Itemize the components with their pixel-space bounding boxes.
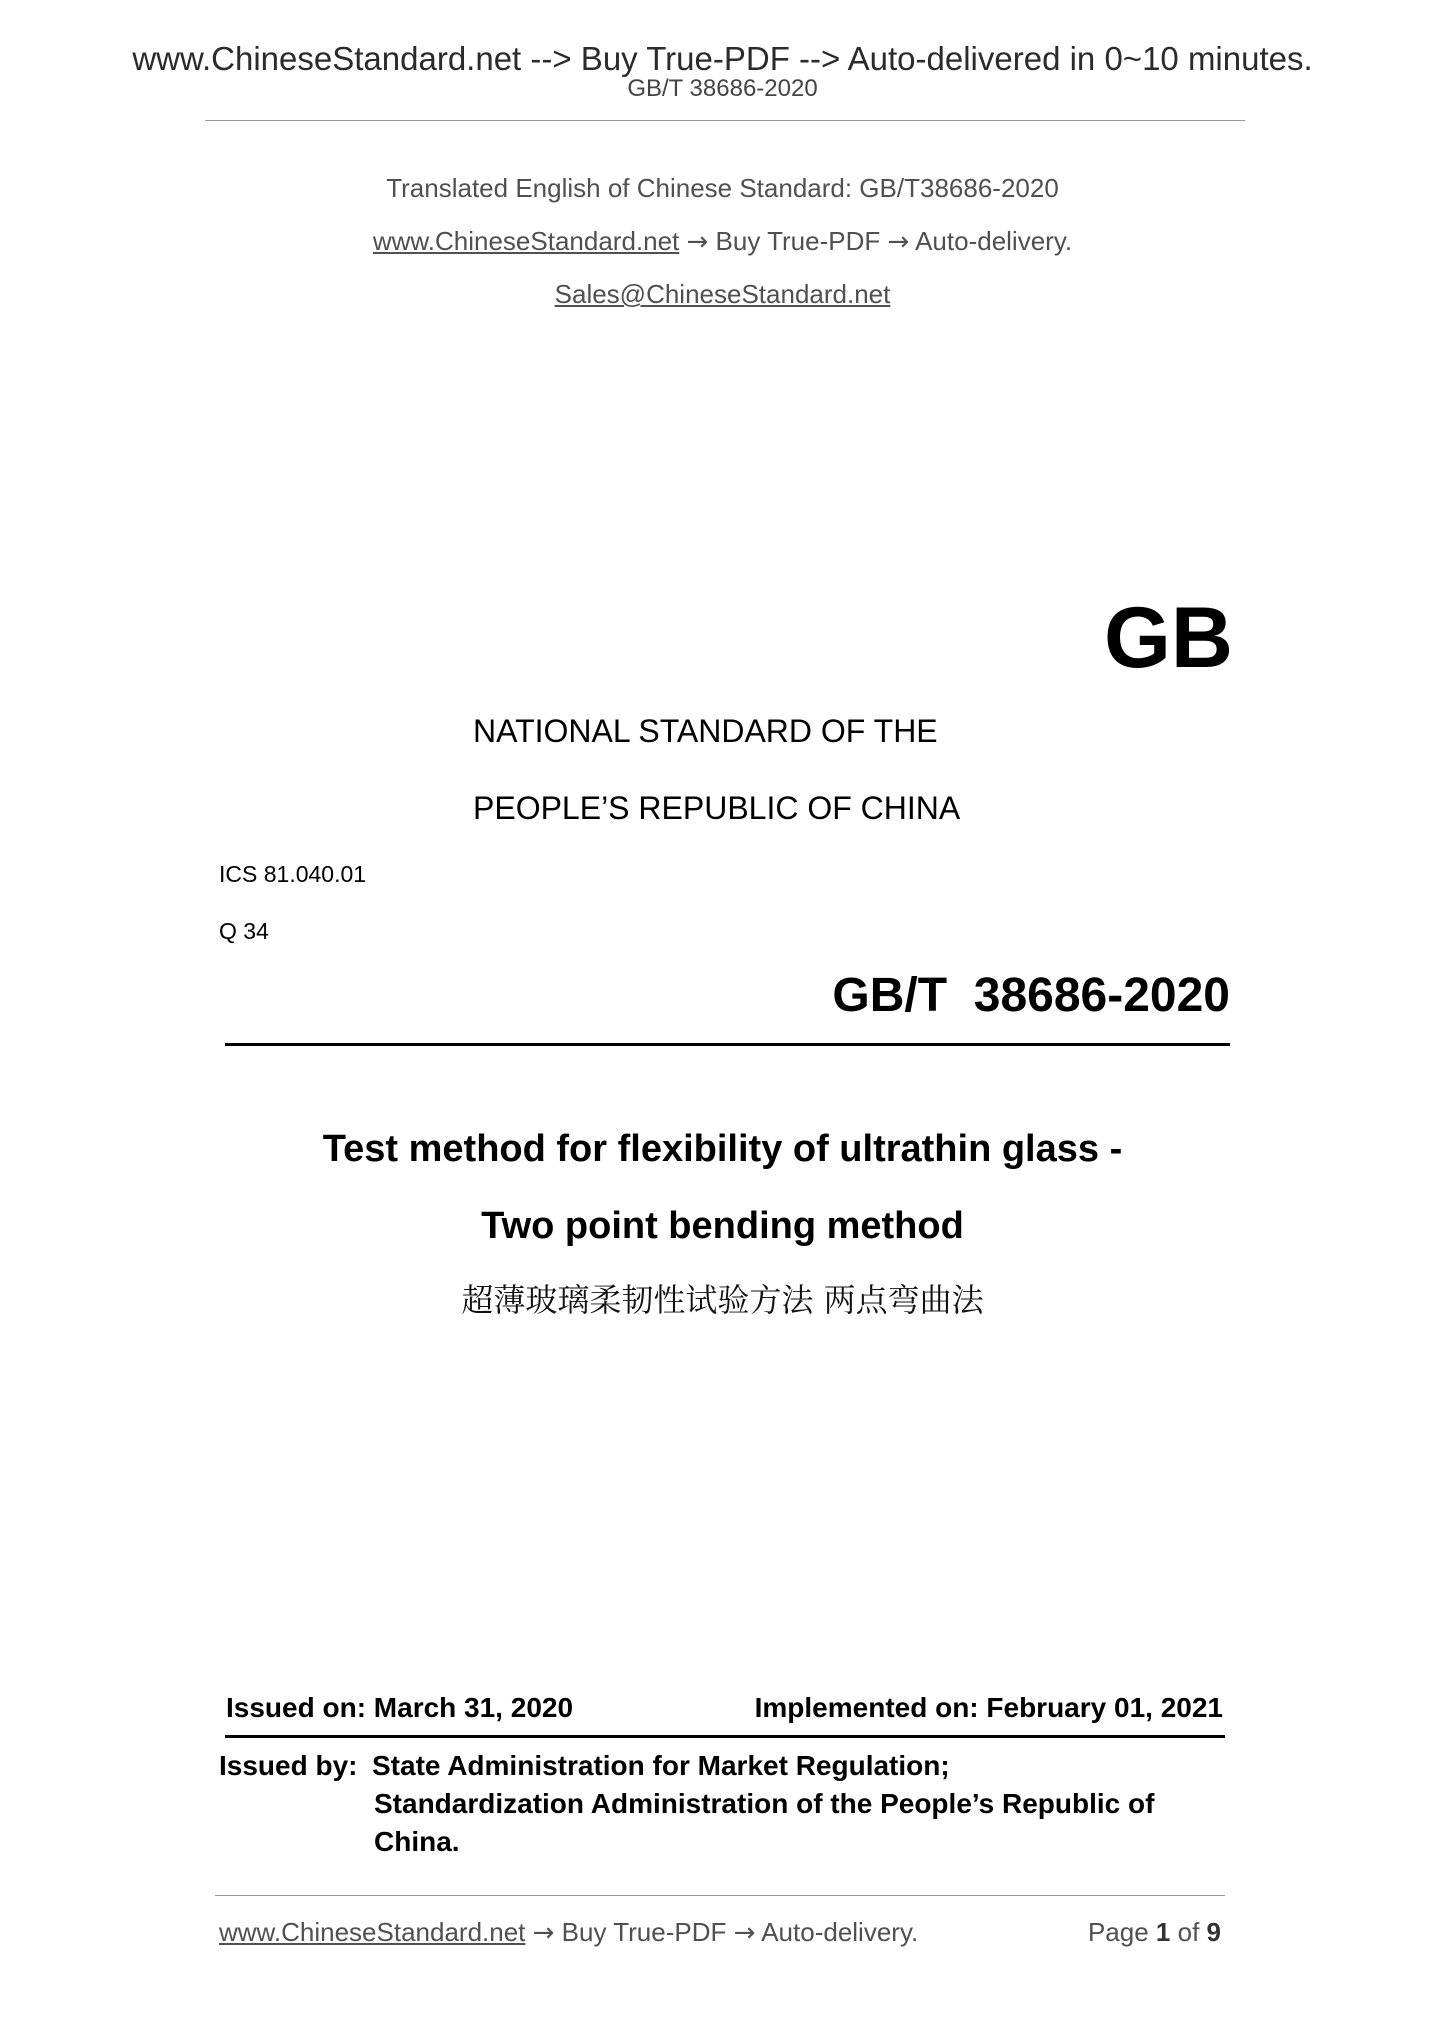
- ics-code: ICS 81.040.01: [219, 861, 367, 887]
- promo-delivery-line: [0, 226, 1445, 257]
- national-standard-line: NATIONAL STANDARD OF THE: [473, 713, 938, 749]
- email-line: [0, 279, 1445, 309]
- dates-divider: [225, 1735, 1225, 1738]
- ccs-code: Q 34: [219, 918, 269, 944]
- arrow-right-icon: →: [887, 227, 910, 257]
- footer-divider: [215, 1895, 1225, 1896]
- page-indicator: [1088, 1916, 1221, 1948]
- issuer-line-1: State Administration for Market Regulation;: [372, 1750, 950, 1781]
- implemented-date: Implemented on: February 01, 2021: [754, 1692, 1223, 1723]
- page-label: Page: [1087, 1917, 1149, 1947]
- auto-delivery-text: Auto-delivery.: [915, 226, 1073, 256]
- title-line-2: Two point bending method: [481, 1205, 964, 1247]
- site-link[interactable]: www.ChineseStandard.net: [372, 226, 680, 256]
- buy-true-pdf-text: Buy True-PDF: [715, 226, 881, 256]
- sales-email-link[interactable]: Sales@ChineseStandard.net: [554, 279, 891, 309]
- page-of: of: [1177, 1917, 1200, 1947]
- page-current: 1: [1155, 1917, 1171, 1947]
- footer-site-link[interactable]: www.ChineseStandard.net: [219, 1917, 526, 1947]
- footer-delivery-line: [219, 1916, 918, 1949]
- standard-number: GB/T 38686-2020: [832, 969, 1230, 1022]
- translated-line: Translated English of Chinese Standard: GB/T38686-2020: [386, 173, 1059, 203]
- issuer-label: Issued by:: [219, 1750, 358, 1781]
- chinese-title: 超薄玻璃柔韧性试验方法 两点弯曲法: [461, 1281, 984, 1319]
- footer-auto-text: Auto-delivery.: [761, 1917, 919, 1947]
- arrow-right-icon: →: [532, 1918, 555, 1948]
- header-divider: [205, 120, 1245, 121]
- page-total: 9: [1206, 1917, 1221, 1947]
- top-banner: www.ChineseStandard.net --> Buy True-PDF --> Auto-delivered in 0~10 minutes.: [132, 40, 1313, 77]
- running-head: GB/T 38686-2020: [627, 75, 818, 102]
- gb-mark: GB: [1104, 590, 1233, 686]
- title-line-1: Test method for flexibility of ultrathin glass -: [322, 1128, 1123, 1170]
- republic-line: PEOPLE’S REPUBLIC OF CHINA: [473, 790, 961, 826]
- number-divider: [225, 1043, 1230, 1046]
- arrow-right-icon: →: [733, 1918, 756, 1948]
- issued-date: Issued on: March 31, 2020: [226, 1692, 574, 1723]
- footer-buy-text: Buy True-PDF: [561, 1917, 727, 1947]
- issuer-line-3: China.: [374, 1826, 460, 1857]
- arrow-right-icon: →: [686, 227, 709, 257]
- issuer-line-2: Standardization Administration of the People’s Republic of: [374, 1788, 1155, 1819]
